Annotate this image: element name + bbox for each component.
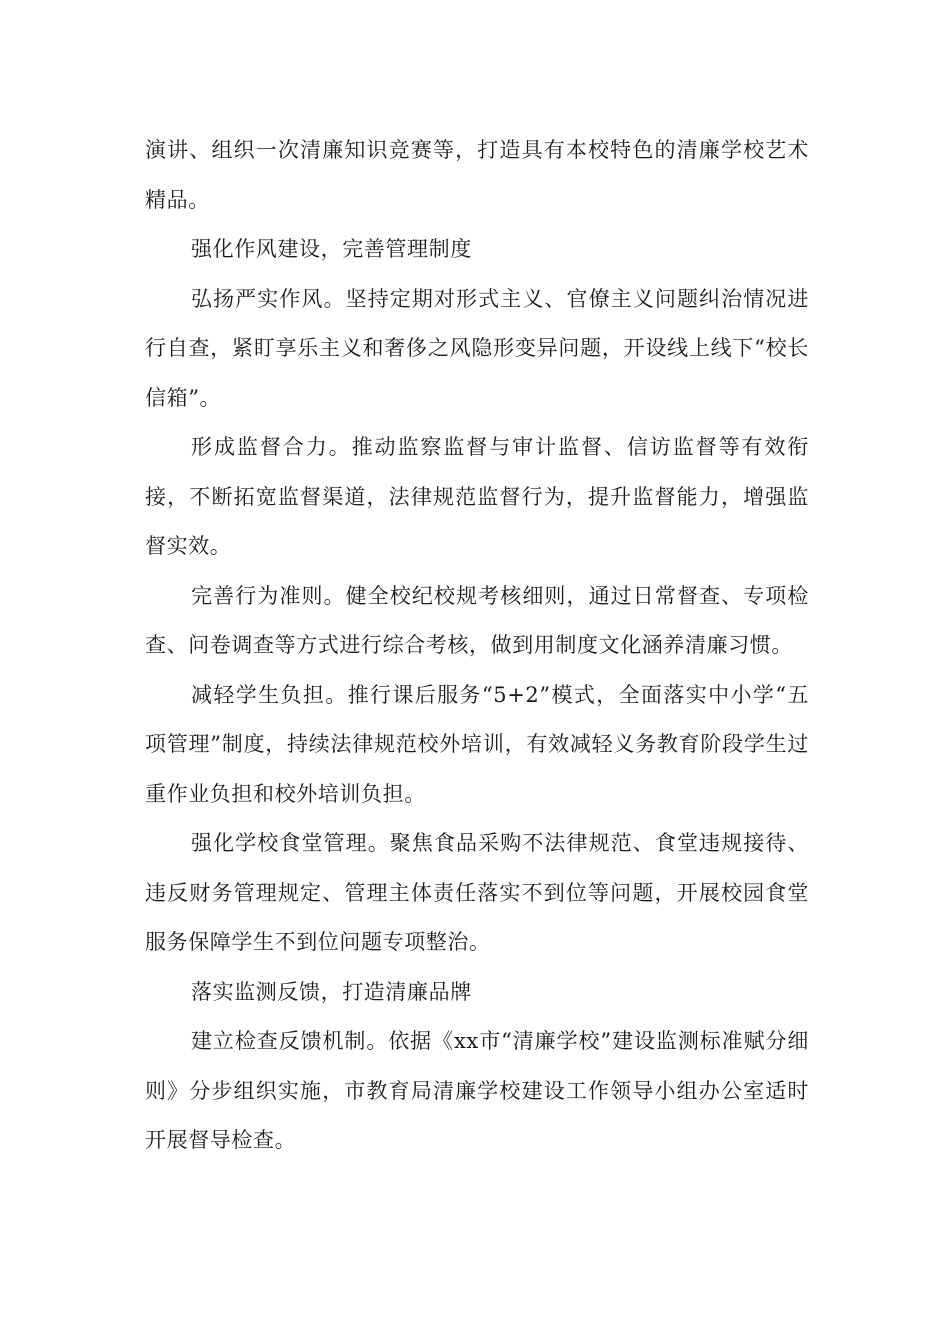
section-heading-2: 落实监测反馈，打造清廉品牌 bbox=[191, 979, 472, 1004]
paragraph-4: 完善行为准则。健全校纪校规考核细则，通过日常督查、专项检查、问卷调查等方式进行综合考核，做到用制度文化涵养清廉习惯。 bbox=[145, 583, 809, 657]
paragraph-1: 演讲、组织一次清廉知识竞赛等，打造具有本校特色的清廉学校艺术精品。 bbox=[145, 138, 809, 212]
section-heading-1: 强化作风建设，完善管理制度 bbox=[191, 237, 472, 261]
paragraph-3: 形成监督合力。推动监察监督与审计监督、信访监督等有效衔接，不断拓宽监督渠道，法律规范监督行为，提升监督能力，增强监督实效。 bbox=[145, 435, 809, 558]
paragraph-6: 强化学校食堂管理。聚焦食品采购不法律规范、食堂违规接待、违反财务管理规定、管理主体责任落实不到位等问题，开展校园食堂服务保障学生不到位问题专项整治。 bbox=[145, 831, 809, 954]
paragraph-7: 建立检查反馈机制。依据《xx市“清廉学校”建设监测标准赋分细则》分步组织实施，市教育局清廉学校建设工作领导小组办公室适时开展督导检查。 bbox=[145, 1029, 809, 1152]
document-body bbox=[145, 126, 809, 1166]
paragraph-5: 减轻学生负担。推行课后服务“5+2”模式，全面落实中小学“五项管理”制度，持续法律规范校外培训，有效减轻义务教育阶段学生过重作业负担和校外培训负担。 bbox=[145, 682, 809, 806]
paragraph-2: 弘扬严实作风。坚持定期对形式主义、官僚主义问题纠治情况进行自查，紧盯享乐主义和奢侈之风隐形变异问题，开设线上线下“校长信箱”。 bbox=[145, 286, 809, 410]
